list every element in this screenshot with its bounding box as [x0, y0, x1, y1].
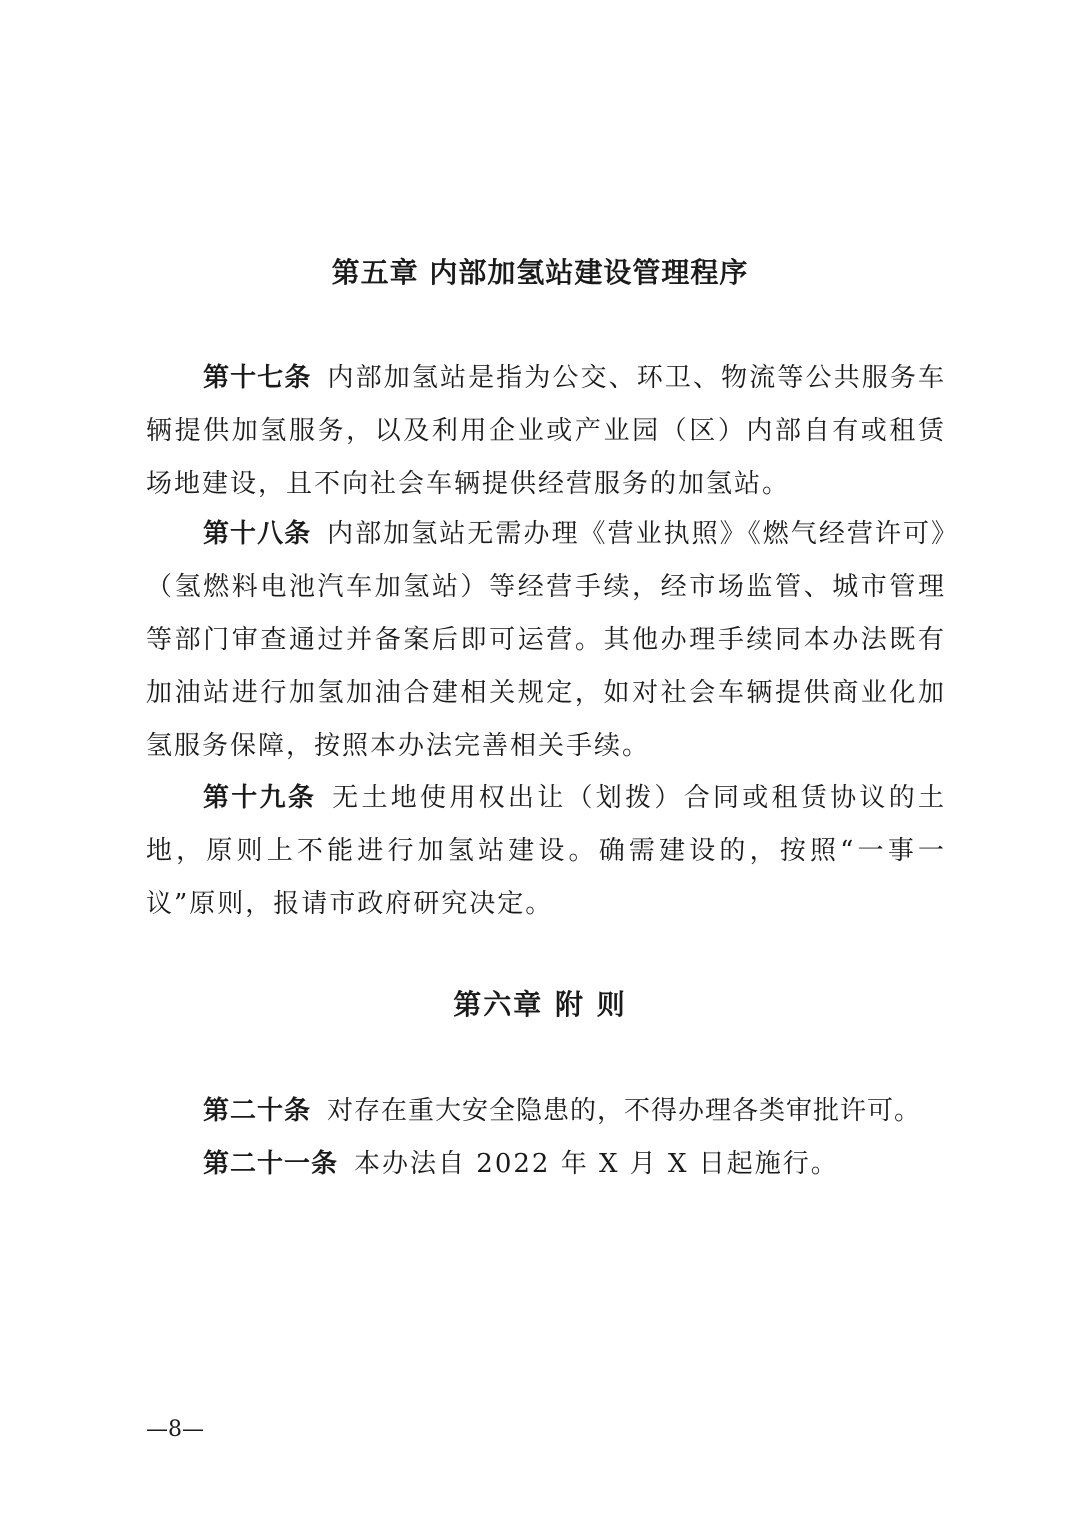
- article-18-number: 第十八条: [203, 519, 312, 549]
- chapter-six-title: 第六章 附 则: [453, 988, 627, 1021]
- article-20: [146, 1085, 946, 1138]
- article-19-text: 无土地使用权出让（划拨）合同或租赁协议的土地，原则上不能进行加氢站建设。确需建设的，按照“一事一议”原则，报请市政府研究决定。: [146, 783, 946, 919]
- article-21: [146, 1138, 946, 1191]
- article-18-text: 内部加氢站无需办理《营业执照》《燃气经营许可》（氢燃料电池汽车加氢站）等经营手续，经市场监管、城市管理等部门审查通过并备案后即可运营。其他办理手续同本办法既有加油站进行加氢加油合建相关规定，如对社会车辆提供商业化加氢服务保障，按照本办法完善相关手续。: [146, 519, 946, 761]
- article-21-number: 第二十一条: [203, 1149, 339, 1179]
- article-20-text: 对存在重大安全隐患的，不得办理各类审批许可。: [327, 1096, 922, 1126]
- article-17-text: 内部加氢站是指为公交、环卫、物流等公共服务车辆提供加氢服务，以及利用企业或产业园（区）内部自有或租赁场地建设，且不向社会车辆提供经营服务的加氢站。: [146, 363, 946, 499]
- article-19: [146, 772, 946, 931]
- article-17: [146, 352, 946, 511]
- article-18: [146, 508, 946, 773]
- article-21-text: 本办法自 2022 年 X 月 X 日起施行。: [354, 1149, 839, 1179]
- article-19-number: 第十九条: [203, 783, 317, 813]
- article-17-number: 第十七条: [203, 363, 312, 393]
- chapter-five-title: 第五章 内部加氢站建设管理程序: [331, 256, 749, 289]
- page-number: —8—: [146, 1417, 204, 1442]
- article-20-number: 第二十条: [203, 1096, 312, 1126]
